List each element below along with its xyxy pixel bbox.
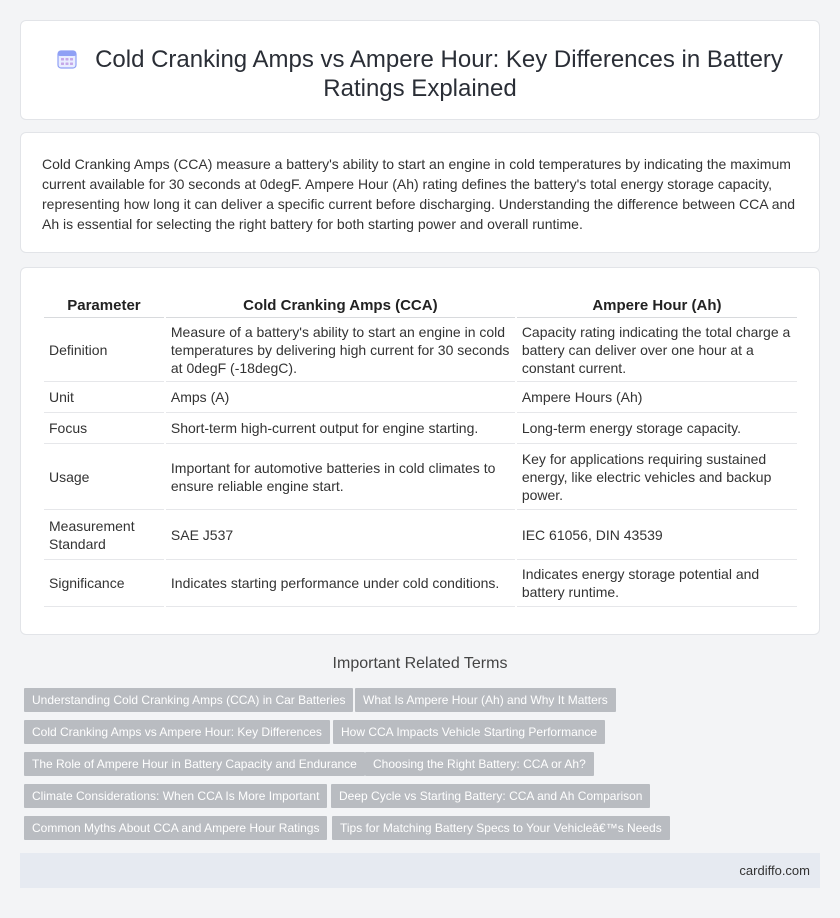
table-row <box>44 413 797 444</box>
table-row <box>44 382 797 413</box>
ah-cell: Key for applications requiring sustained energy, like electric vehicles and backup power. <box>517 444 797 510</box>
header-cca: Cold Cranking Amps (CCA) <box>166 294 515 318</box>
calendar-grid-icon <box>57 49 77 69</box>
related-tag[interactable]: Understanding Cold Cranking Amps (CCA) in Car Batteries <box>24 688 353 712</box>
related-tag[interactable]: Climate Considerations: When CCA Is More Important <box>24 784 327 808</box>
cca-cell: SAE J537 <box>166 510 515 560</box>
cca-cell: Measure of a battery's ability to start an engine in cold temperatures by delivering high current for 30 seconds at 0degF (-18degC). <box>166 318 515 382</box>
ah-cell: Capacity rating indicating the total charge a battery can deliver over one hour at a constant current. <box>517 318 797 382</box>
ah-cell: IEC 61056, DIN 43539 <box>517 510 797 560</box>
table-row <box>44 560 797 607</box>
footer-site-link[interactable]: cardiffo.com <box>739 863 810 878</box>
page-title: Cold Cranking Amps vs Ampere Hour: Key Differences in Battery Ratings Explained <box>95 46 783 102</box>
footer <box>20 853 820 888</box>
row-label: Usage <box>44 444 164 510</box>
related-tag[interactable]: Cold Cranking Amps vs Ampere Hour: Key Differences <box>24 720 330 744</box>
related-tag[interactable]: Deep Cycle vs Starting Battery: CCA and Ah Comparison <box>331 784 650 808</box>
header-ah: Ampere Hour (Ah) <box>517 294 797 318</box>
intro-paragraph: Cold Cranking Amps (CCA) measure a battery's ability to start an engine in cold temperatures by indicating the maximum current available for 30 seconds at 0degF. Ampere Hour (Ah) rating defines the battery's total energy storage capacity, representing how long it can deliver a specific current before discharging. Understanding the difference between CCA and Ah is essential for selecting the right battery for both starting power and overall runtime. <box>42 156 796 232</box>
header-parameter: Parameter <box>44 294 164 318</box>
ah-cell: Indicates energy storage potential and battery runtime. <box>517 560 797 607</box>
page-title-wrap <box>21 45 819 103</box>
related-tag[interactable]: Choosing the Right Battery: CCA or Ah? <box>365 752 594 776</box>
related-tag[interactable]: What Is Ampere Hour (Ah) and Why It Matters <box>355 688 616 712</box>
ah-cell: Ampere Hours (Ah) <box>517 382 797 413</box>
row-label: Focus <box>44 413 164 444</box>
cca-cell: Indicates starting performance under cold conditions. <box>166 560 515 607</box>
row-label: Measurement Standard <box>44 510 164 560</box>
intro-card <box>20 132 820 253</box>
table-row <box>44 318 797 382</box>
cca-cell: Important for automotive batteries in cold climates to ensure reliable engine start. <box>166 444 515 510</box>
row-label: Significance <box>44 560 164 607</box>
header-card <box>20 20 820 120</box>
related-terms-title: Important Related Terms <box>332 655 508 672</box>
comparison-card <box>20 267 820 635</box>
cca-cell: Short-term high-current output for engine starting. <box>166 413 515 444</box>
cca-cell: Amps (A) <box>166 382 515 413</box>
related-tag[interactable]: Tips for Matching Battery Specs to Your Vehicleâ€™s Needs <box>332 816 670 840</box>
related-tag[interactable]: Common Myths About CCA and Ampere Hour Ratings <box>24 816 327 840</box>
row-label: Definition <box>44 318 164 382</box>
table-header-row <box>44 294 797 318</box>
ah-cell: Long-term energy storage capacity. <box>517 413 797 444</box>
row-label: Unit <box>44 382 164 413</box>
table-row <box>44 444 797 510</box>
comparison-table <box>42 294 799 607</box>
related-tag[interactable]: The Role of Ampere Hour in Battery Capacity and Endurance <box>24 752 365 776</box>
table-row <box>44 510 797 560</box>
related-tag[interactable]: How CCA Impacts Vehicle Starting Performance <box>333 720 605 744</box>
